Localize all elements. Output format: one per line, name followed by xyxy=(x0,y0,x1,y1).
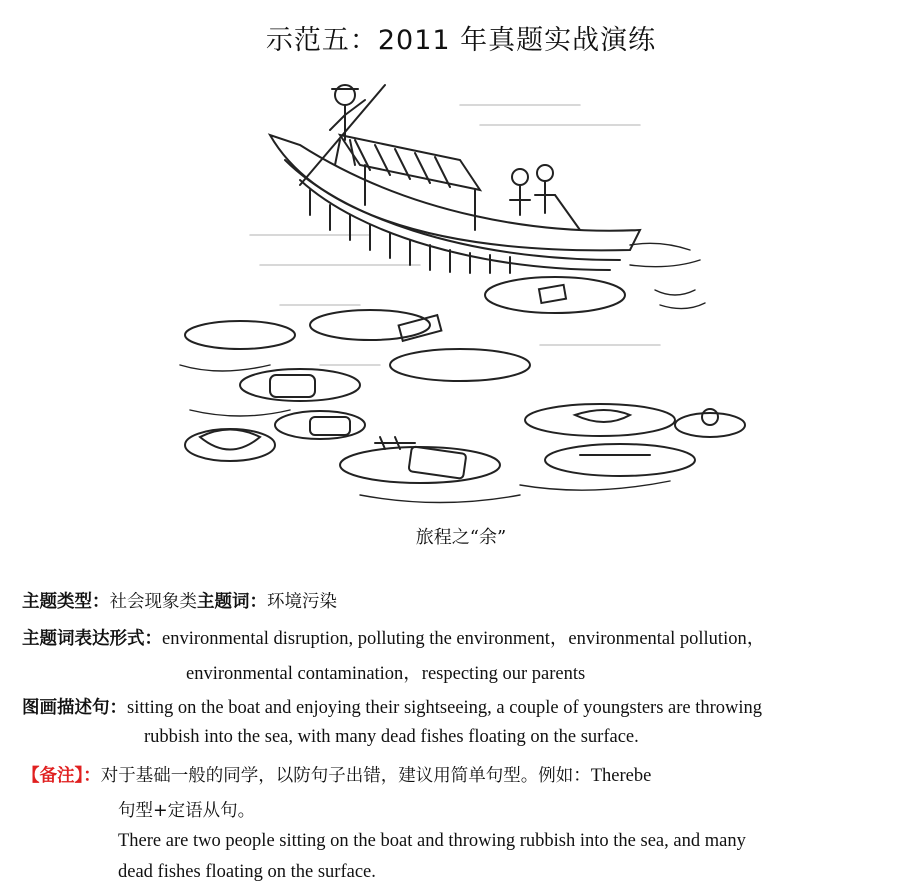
expressions-label: 主题词表达形式： xyxy=(22,629,162,649)
expressions-line-1: environmental disruption, polluting the environment，environmental pollution， xyxy=(162,629,766,649)
description-line-2: rubbish into the sea, with many dead fishes floating on the surface. xyxy=(144,727,639,747)
note-row xyxy=(22,762,651,787)
theme-keyword-label: 主题词： xyxy=(197,592,267,612)
illustration-caption: 旅程之“余” xyxy=(415,527,507,548)
description-line-1: sitting on the boat and enjoying their sightseeing, a couple of youngsters are throwing xyxy=(127,698,763,718)
note-example-2: dead fishes floating on the surface. xyxy=(118,862,376,882)
theme-type-row xyxy=(22,588,337,613)
theme-type-label: 主题类型： xyxy=(22,592,110,612)
page-title: 示范五：2011 年真题实战演练 xyxy=(265,25,657,56)
description-label: 图画描述句： xyxy=(22,698,127,718)
note-example-1: There are two people sitting on the boat and throwing rubbish into the sea, and many xyxy=(118,831,746,851)
theme-type-value: 社会现象类 xyxy=(109,592,197,612)
note-line-1-en: Therebe xyxy=(590,766,652,786)
note-line-2: 句型+定语从句。 xyxy=(118,801,256,821)
expressions-line-2: environmental contamination，respecting our parents xyxy=(186,664,586,684)
description-row xyxy=(22,694,762,719)
note-line-1-cn: 对于基础一般的同学，以防句子出错，建议用简单句型。例如： xyxy=(100,766,591,786)
theme-keyword-value: 环境污染 xyxy=(267,592,337,612)
expressions-row xyxy=(22,624,765,650)
boat-pollution-illustration xyxy=(160,65,750,515)
note-label: 【备注】： xyxy=(22,766,101,786)
